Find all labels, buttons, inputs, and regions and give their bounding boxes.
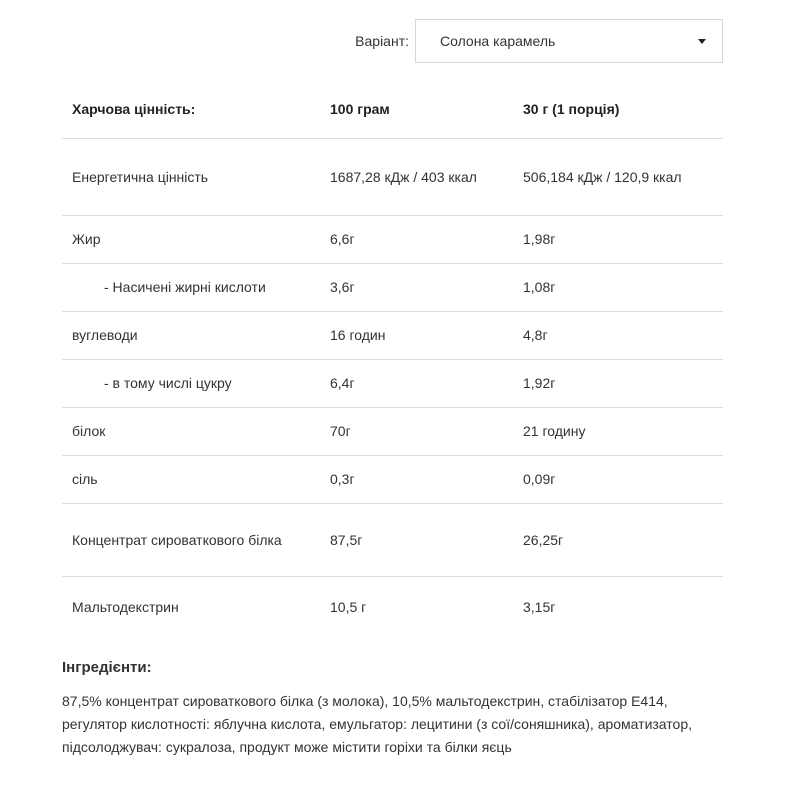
nutrient-name: - в тому числі цукру (62, 360, 320, 408)
nutrient-name: Мальтодекстрин (72, 598, 179, 615)
header-per-serving: 30 г (1 порція) (513, 80, 723, 139)
nutrient-name: Жир (62, 216, 320, 264)
value-per-100g: 3,6г (320, 264, 513, 312)
variant-label: Варіант: (355, 33, 409, 49)
value-per-serving: 3,15г (523, 598, 556, 615)
nutrient-name: - Насичені жирні кислоти (62, 264, 320, 312)
value-per-100g: 0,3г (320, 456, 513, 504)
table-header-row (62, 80, 723, 139)
nutrient-name: Енергетична цінність (62, 139, 320, 216)
value-per-serving: 1,08г (513, 264, 723, 312)
nutrition-table (62, 80, 723, 637)
table-row (62, 504, 723, 577)
table-row (62, 456, 723, 504)
value-per-100g: 87,5г (320, 504, 513, 577)
table-row (62, 216, 723, 264)
value-per-100g: 16 годин (320, 312, 513, 360)
header-nutrient: Харчова цінність: (62, 80, 320, 139)
variant-selected-value: Солона карамель (440, 33, 556, 49)
table-row (62, 577, 723, 638)
ingredients-text: 87,5% концентрат сироваткового білка (з молока), 10,5% мальтодекстрин, стабілізатор Е414, регулятор кислотності: яблучна кислота, емульгатор: лецитини (з сої/соняшника), ароматизатор, підсолоджувач: сукралоза, продукт може містити горіхи та білки яєць (62, 693, 693, 755)
value-per-serving: 4,8г (513, 312, 723, 360)
value-per-100g: 6,6г (320, 216, 513, 264)
nutrition-panel (62, 0, 723, 759)
nutrient-name: білок (62, 408, 320, 456)
value-per-serving: 21 годину (513, 408, 723, 456)
value-per-serving: 0,09г (513, 456, 723, 504)
ingredients-title: Інгредієнти: (62, 659, 152, 676)
table-row (62, 139, 723, 216)
variant-dropdown[interactable] (415, 19, 723, 63)
table-row (62, 312, 723, 360)
table-row (62, 264, 723, 312)
nutrient-name: Концентрат сироваткового білка (62, 504, 320, 577)
header-per-100g: 100 грам (320, 80, 513, 139)
value-per-100g: 70г (320, 408, 513, 456)
table-row (62, 360, 723, 408)
nutrient-name: сіль (62, 456, 320, 504)
value-per-100g: 1687,28 кДж / 403 ккал (320, 139, 513, 216)
value-per-serving: 1,92г (513, 360, 723, 408)
chevron-down-icon (698, 39, 706, 44)
value-per-serving: 506,184 кДж / 120,9 ккал (513, 139, 723, 216)
table-row (62, 408, 723, 456)
value-per-100g: 10,5 г (330, 598, 367, 615)
variant-row (62, 18, 723, 64)
value-per-serving: 26,25г (513, 504, 723, 577)
value-per-serving: 1,98г (513, 216, 723, 264)
nutrient-name: вуглеводи (62, 312, 320, 360)
value-per-100g: 6,4г (320, 360, 513, 408)
